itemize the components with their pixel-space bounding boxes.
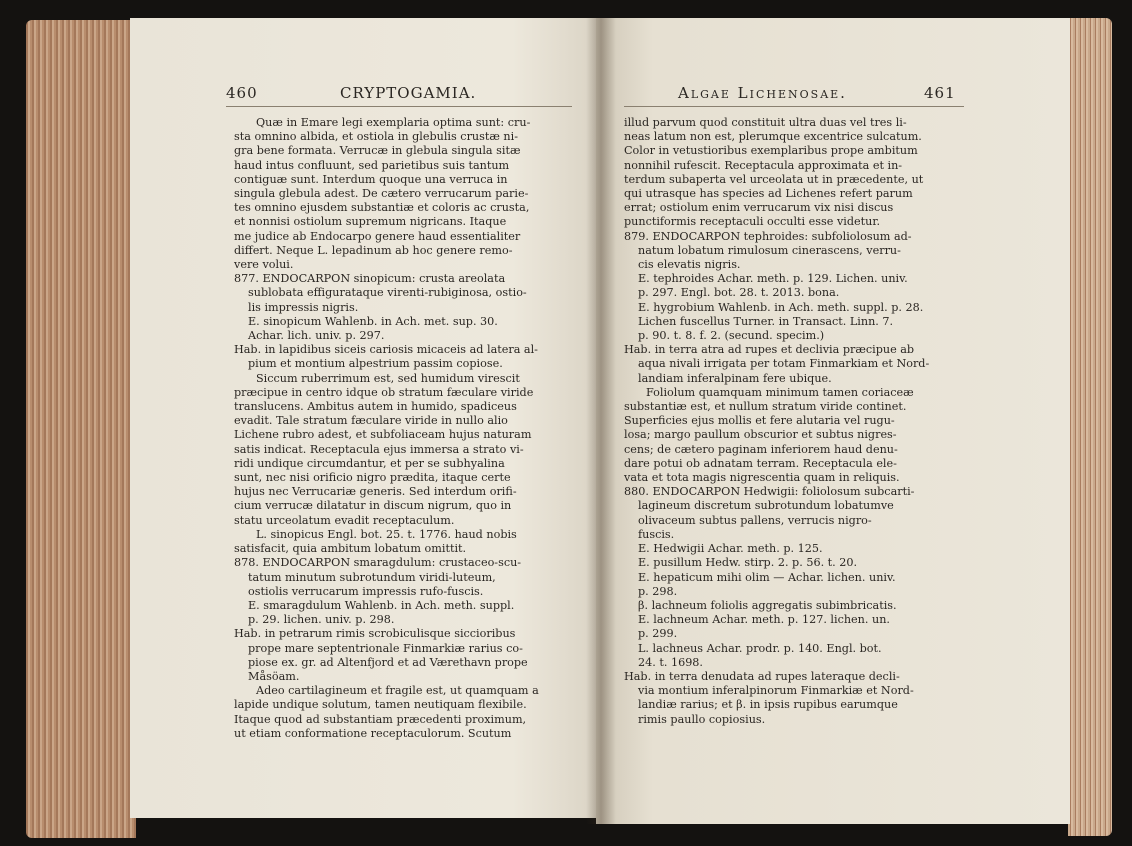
text-line: β. lachneum foliolis aggregatis subimbricatis.	[638, 598, 897, 612]
text-line: piose ex. gr. ad Altenfjord et ad Værethavn prope	[248, 655, 528, 669]
text-line: 878. ENDOCARPON smaragdulum: crustaceo-scu-	[234, 556, 522, 570]
text-line: sunt, nec nisi orificio nigro prædita, itaque certe	[234, 471, 511, 485]
text-line: E. pusillum Hedw. stirp. 2. p. 56. t. 20.	[638, 556, 858, 570]
text-line: Color in vetustioribus exemplaribus prope ambitum	[624, 144, 918, 158]
page-edges-right	[1068, 18, 1112, 836]
text-line: p. 299.	[638, 627, 678, 641]
text-line: landiam inferalpinam fere ubique.	[638, 371, 832, 385]
page-edges-left	[26, 20, 136, 838]
text-line: natum lobatum rimulosum cinerascens, verru-	[638, 243, 901, 257]
text-line: Quæ in Emare legi exemplaria optima sunt: cru-	[256, 116, 531, 129]
text-line: p. 297. Engl. bot. 28. t. 2013. bona.	[638, 286, 840, 300]
text-line: singula glebula adest. De cætero verrucarum parie-	[234, 187, 529, 201]
page-text	[234, 116, 568, 741]
text-line: lis impressis nigris.	[248, 300, 359, 314]
text-line: aqua nivali irrigata per totam Finmarkiam et Nord-	[638, 357, 930, 371]
text-line: hujus nec Verrucariæ generis. Sed interdum orifi-	[234, 485, 517, 499]
text-line: sta omnino albida, et ostiola in glebulis crustæ ni-	[234, 130, 518, 144]
text-line: Lichen fuscellus Turner. in Transact. Linn. 7.	[638, 314, 894, 328]
text-line: terdum subaperta vel urceolata ut in præcedente, ut	[624, 172, 924, 186]
text-line: 880. ENDOCARPON Hedwigii: foliolosum subcarti-	[624, 485, 915, 499]
text-line: p. 29. lichen. univ. p. 298.	[248, 613, 395, 627]
text-line: cens; de cætero paginam inferiorem haud denu-	[624, 442, 898, 456]
text-line: sublobata effigurataque virenti-rubiginosa, ostio-	[248, 286, 527, 300]
text-line: qui utrasque has species ad Lichenes refert parum	[624, 187, 913, 201]
text-line: cium verrucæ dilatatur in discum nigrum, quo in	[234, 499, 512, 513]
header-rule	[624, 106, 964, 107]
text-line: lapide undique solutum, tamen neutiquam flexibile.	[234, 698, 527, 712]
text-line: ut etiam conformatione receptaculorum. Scutum	[234, 726, 512, 740]
text-line: ridi undique circumdantur, et per se subhyalina	[234, 456, 505, 470]
text-line: dare potui ob adnatam terram. Receptacula ele-	[624, 456, 897, 470]
text-line: E. smaragdulum Wahlenb. in Ach. meth. suppl.	[248, 598, 515, 612]
text-line: losa; margo paullum obscurior et subtus nigres-	[624, 428, 897, 442]
text-line: E. hygrobium Wahlenb. in Ach. meth. suppl. p. 28.	[638, 300, 924, 314]
text-line: L. sinopicus Engl. bot. 25. t. 1776. haud nobis	[256, 527, 517, 541]
text-line: tes omnino ejusdem substantiæ et coloris ac crusta,	[234, 201, 530, 215]
text-line: errat; ostiolum enim verrucarum vix nisi discus	[624, 201, 894, 215]
text-line: Foliolum quamquam minimum tamen coriaceæ	[646, 385, 914, 399]
text-line: Måsöam.	[248, 669, 300, 683]
text-line: Lichene rubro adest, et subfoliaceam hujus naturam	[234, 428, 532, 442]
text-line: evadit. Tale stratum fæculare viride in nullo alio	[234, 414, 508, 428]
text-line: E. lachneum Achar. meth. p. 127. lichen. un.	[638, 613, 890, 627]
text-line: fuscis.	[638, 527, 675, 541]
text-line: Siccum ruberrimum est, sed humidum virescit	[256, 371, 520, 385]
text-line: gra bene formata. Verrucæ in glebula singula sitæ	[234, 144, 521, 158]
text-line: lagineum discretum subrotundum lobatumve	[638, 499, 894, 513]
text-line: me judice ab Endocarpo genere haud essentialiter	[234, 229, 521, 243]
header-rule	[226, 106, 572, 107]
running-header: CRYPTOGAMIA.	[340, 84, 477, 102]
text-line: illud parvum quod constituit ultra duas vel tres li-	[624, 116, 907, 129]
text-line: cis elevatis nigris.	[638, 258, 741, 272]
text-line: Hab. in lapidibus siceis cariosis micaceis ad latera al-	[234, 343, 538, 357]
text-line: E. sinopicum Wahlenb. in Ach. met. sup. 30.	[248, 314, 498, 328]
text-line: rimis paullo copiosius.	[638, 712, 766, 726]
text-line: ostiolis verrucarum impressis rufo-fuscis.	[248, 584, 484, 598]
text-line: 877. ENDOCARPON sinopicum: crusta areolata	[234, 272, 506, 286]
right-page	[596, 18, 1070, 824]
text-line: nonnihil rufescit. Receptacula approximata et in-	[624, 158, 903, 172]
text-line: L. lachneus Achar. prodr. p. 140. Engl. bot.	[638, 641, 882, 655]
text-line: olivaceum subtus pallens, verrucis nigro-	[638, 513, 872, 527]
text-line: haud intus confluunt, sed parietibus suis tantum	[234, 158, 510, 172]
book-gutter	[586, 18, 616, 824]
page-number: 460	[226, 84, 258, 102]
text-line: via montium inferalpinorum Finmarkiæ et Nord-	[638, 684, 914, 698]
text-line: prope mare septentrionale Finmarkiæ rarius co-	[248, 641, 523, 655]
text-line: tatum minutum subrotundum viridi-luteum,	[248, 570, 496, 584]
text-line: Itaque quod ad substantiam præcedenti proximum,	[234, 712, 527, 726]
text-line: punctiformis receptaculi occulti esse videtur.	[624, 215, 881, 229]
text-line: contiguæ sunt. Interdum quoque una verruca in	[234, 172, 508, 186]
text-line: præcipue in centro idque ob stratum fæculare viride	[234, 385, 534, 399]
text-line: 24. t. 1698.	[638, 655, 703, 669]
page-number: 461	[924, 84, 956, 102]
text-line: vere volui.	[234, 258, 294, 272]
text-line: translucens. Ambitus autem in humido, spadiceus	[234, 400, 517, 414]
text-line: statu urceolatum evadit receptaculum.	[234, 513, 455, 527]
text-line: satisfacit, quia ambitum lobatum omittit.	[234, 542, 467, 556]
text-line: neas latum non est, plerumque excentrice sulcatum.	[624, 130, 922, 144]
text-line: Hab. in terra atra ad rupes et declivia præcipue ab	[624, 343, 915, 357]
text-line: Hab. in petrarum rimis scrobiculisque siccioribus	[234, 627, 516, 641]
text-line: et nonnisi ostiolum supremum nigricans. Itaque	[234, 215, 507, 229]
text-line: satis indicat. Receptacula ejus immersa a strato vi-	[234, 442, 524, 456]
text-line: E. hepaticum mihi olim — Achar. lichen. univ.	[638, 570, 896, 584]
text-line: landiæ rarius; et β. in ipsis rupibus earumque	[638, 698, 898, 712]
text-line: Hab. in terra denudata ad rupes lateraque decli-	[624, 669, 900, 683]
text-line: vata et tota magis nigrescentia quam in reliquis.	[624, 471, 900, 485]
text-line: pium et montium alpestrium passim copiose.	[248, 357, 503, 371]
text-line: differt. Neque L. lepadinum ab hoc genere remo-	[234, 243, 513, 257]
text-line: Adeo cartilagineum et fragile est, ut quamquam a	[256, 684, 539, 698]
left-page	[130, 18, 608, 818]
text-line: 879. ENDOCARPON tephroides: subfoliolosum ad-	[624, 229, 912, 243]
page-text	[624, 116, 954, 727]
text-line: p. 298.	[638, 584, 678, 598]
running-header: Algae Lichenosae.	[678, 84, 847, 102]
open-book	[26, 8, 1112, 838]
text-line: E. Hedwigii Achar. meth. p. 125.	[638, 542, 823, 556]
text-line: E. tephroides Achar. meth. p. 129. Lichen. univ.	[638, 272, 908, 286]
text-line: substantiæ est, et nullum stratum viride continet.	[624, 400, 907, 414]
text-line: Superficies ejus mollis et fere alutaria vel rugu-	[624, 414, 895, 428]
text-line: Achar. lich. univ. p. 297.	[248, 329, 385, 343]
text-line: p. 90. t. 8. f. 2. (secund. specim.)	[638, 329, 825, 343]
